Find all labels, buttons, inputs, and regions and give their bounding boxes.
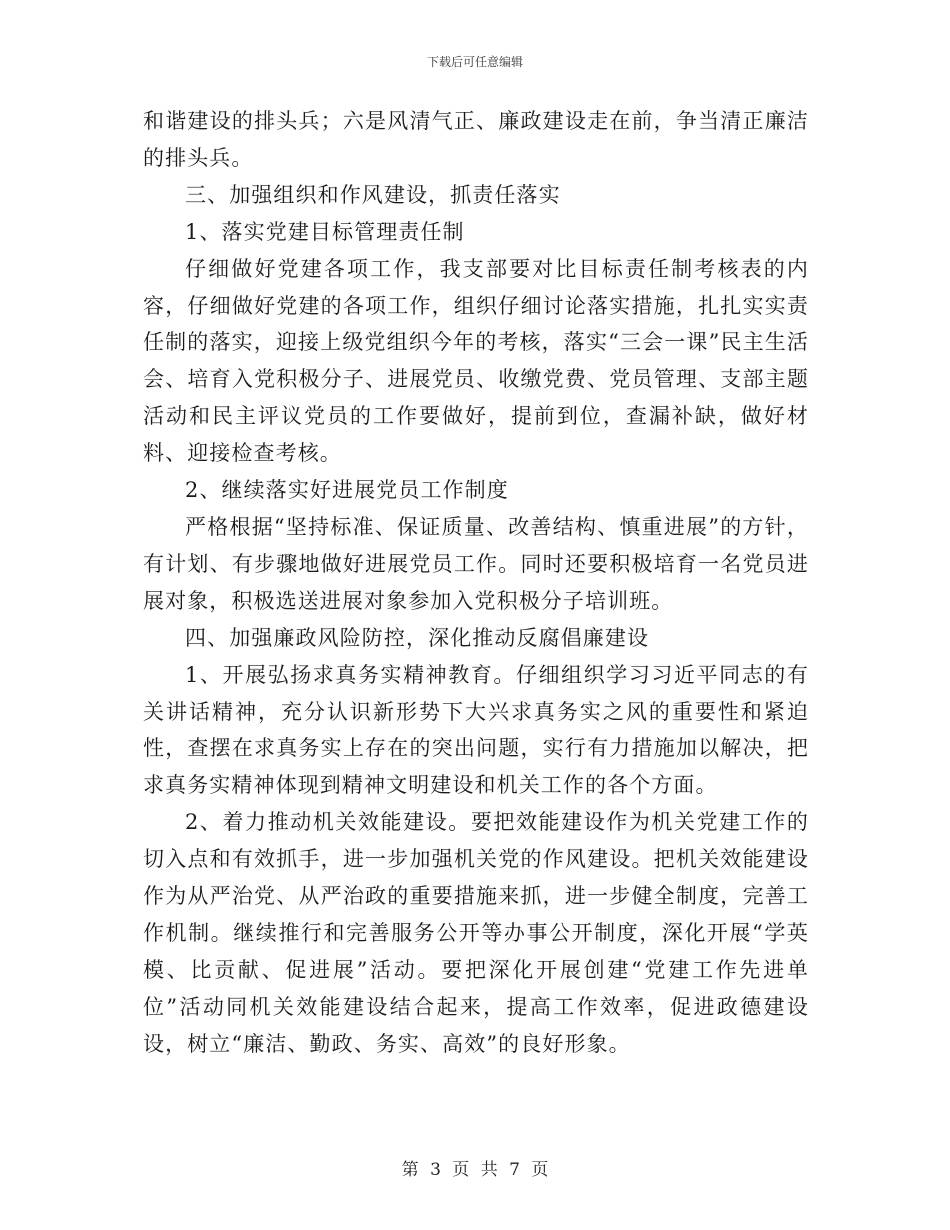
page-header-note: 下载后可任意编辑 <box>426 55 523 69</box>
document-body <box>143 103 809 1063</box>
paragraph-3-1: 仔细做好党建各项工作，我支部要对比目标责任制考核表的内容，仔细做好党建的各项工作，组织仔细讨论落实措施，扎扎实实责任制的落实，迎接上级党组织今年的考核，落实“三会一课”民主生活会、培育入党积极分子、进展党员、收缴党费、党员管理、支部主题活动和民主评议党员的工作要做好，提前到位，查漏补缺，做好材料、迎接检查考核。 <box>143 256 809 466</box>
subheading-3-2: 2、继续落实好进展党员工作制度 <box>185 478 509 503</box>
paragraph-4-2: 2、着力推动机关效能建设。要把效能建设作为机关党建工作的切入点和有效抓手，进一步加强机关党的作风建设。把机关效能建设作为从严治党、从严治政的重要措施来抓，进一步健全制度，完善工作机制。继续推行和完善服务公开等办事公开制度，深化开展“学英模、比贡献、促进展”活动。要把深化开展创建“党建工作先进单位”活动同机关效能建设结合起来，提高工作效率，促进政德建设设，树立“廉洁、勤政、务实、高效”的良好形象。 <box>143 810 809 1056</box>
section-heading-3: 三、加强组织和作风建设，抓责任落实 <box>185 182 561 207</box>
subheading-3-1: 1、落实党建目标管理责任制 <box>185 219 465 244</box>
paragraph-4-1: 1、开展弘扬求真务实精神教育。仔细组织学习习近平同志的有关讲话精神，充分认识新形势下大兴求真务实之风的重要性和紧迫性，查摆在求真务实上存在的突出问题，实行有力措施加以解决，把求真务实精神体现到精神文明建设和机关工作的各个方面。 <box>143 662 809 798</box>
paragraph-3-2: 严格根据“坚持标准、保证质量、改善结构、慎重进展”的方针，有计划、有步骤地做好进展党员工作。同时还要积极培育一名党员进展对象，积极选送进展对象参加入党积极分子培训班。 <box>143 514 809 613</box>
section-heading-4: 四、加强廉政风险防控，深化推动反腐倡廉建设 <box>185 625 650 650</box>
page-number-footer: 第 3 页 共 7 页 <box>401 1160 549 1180</box>
paragraph-continuation: 和谐建设的排头兵；六是风清气正、廉政建设走在前，争当清正廉洁的排头兵。 <box>143 109 809 170</box>
